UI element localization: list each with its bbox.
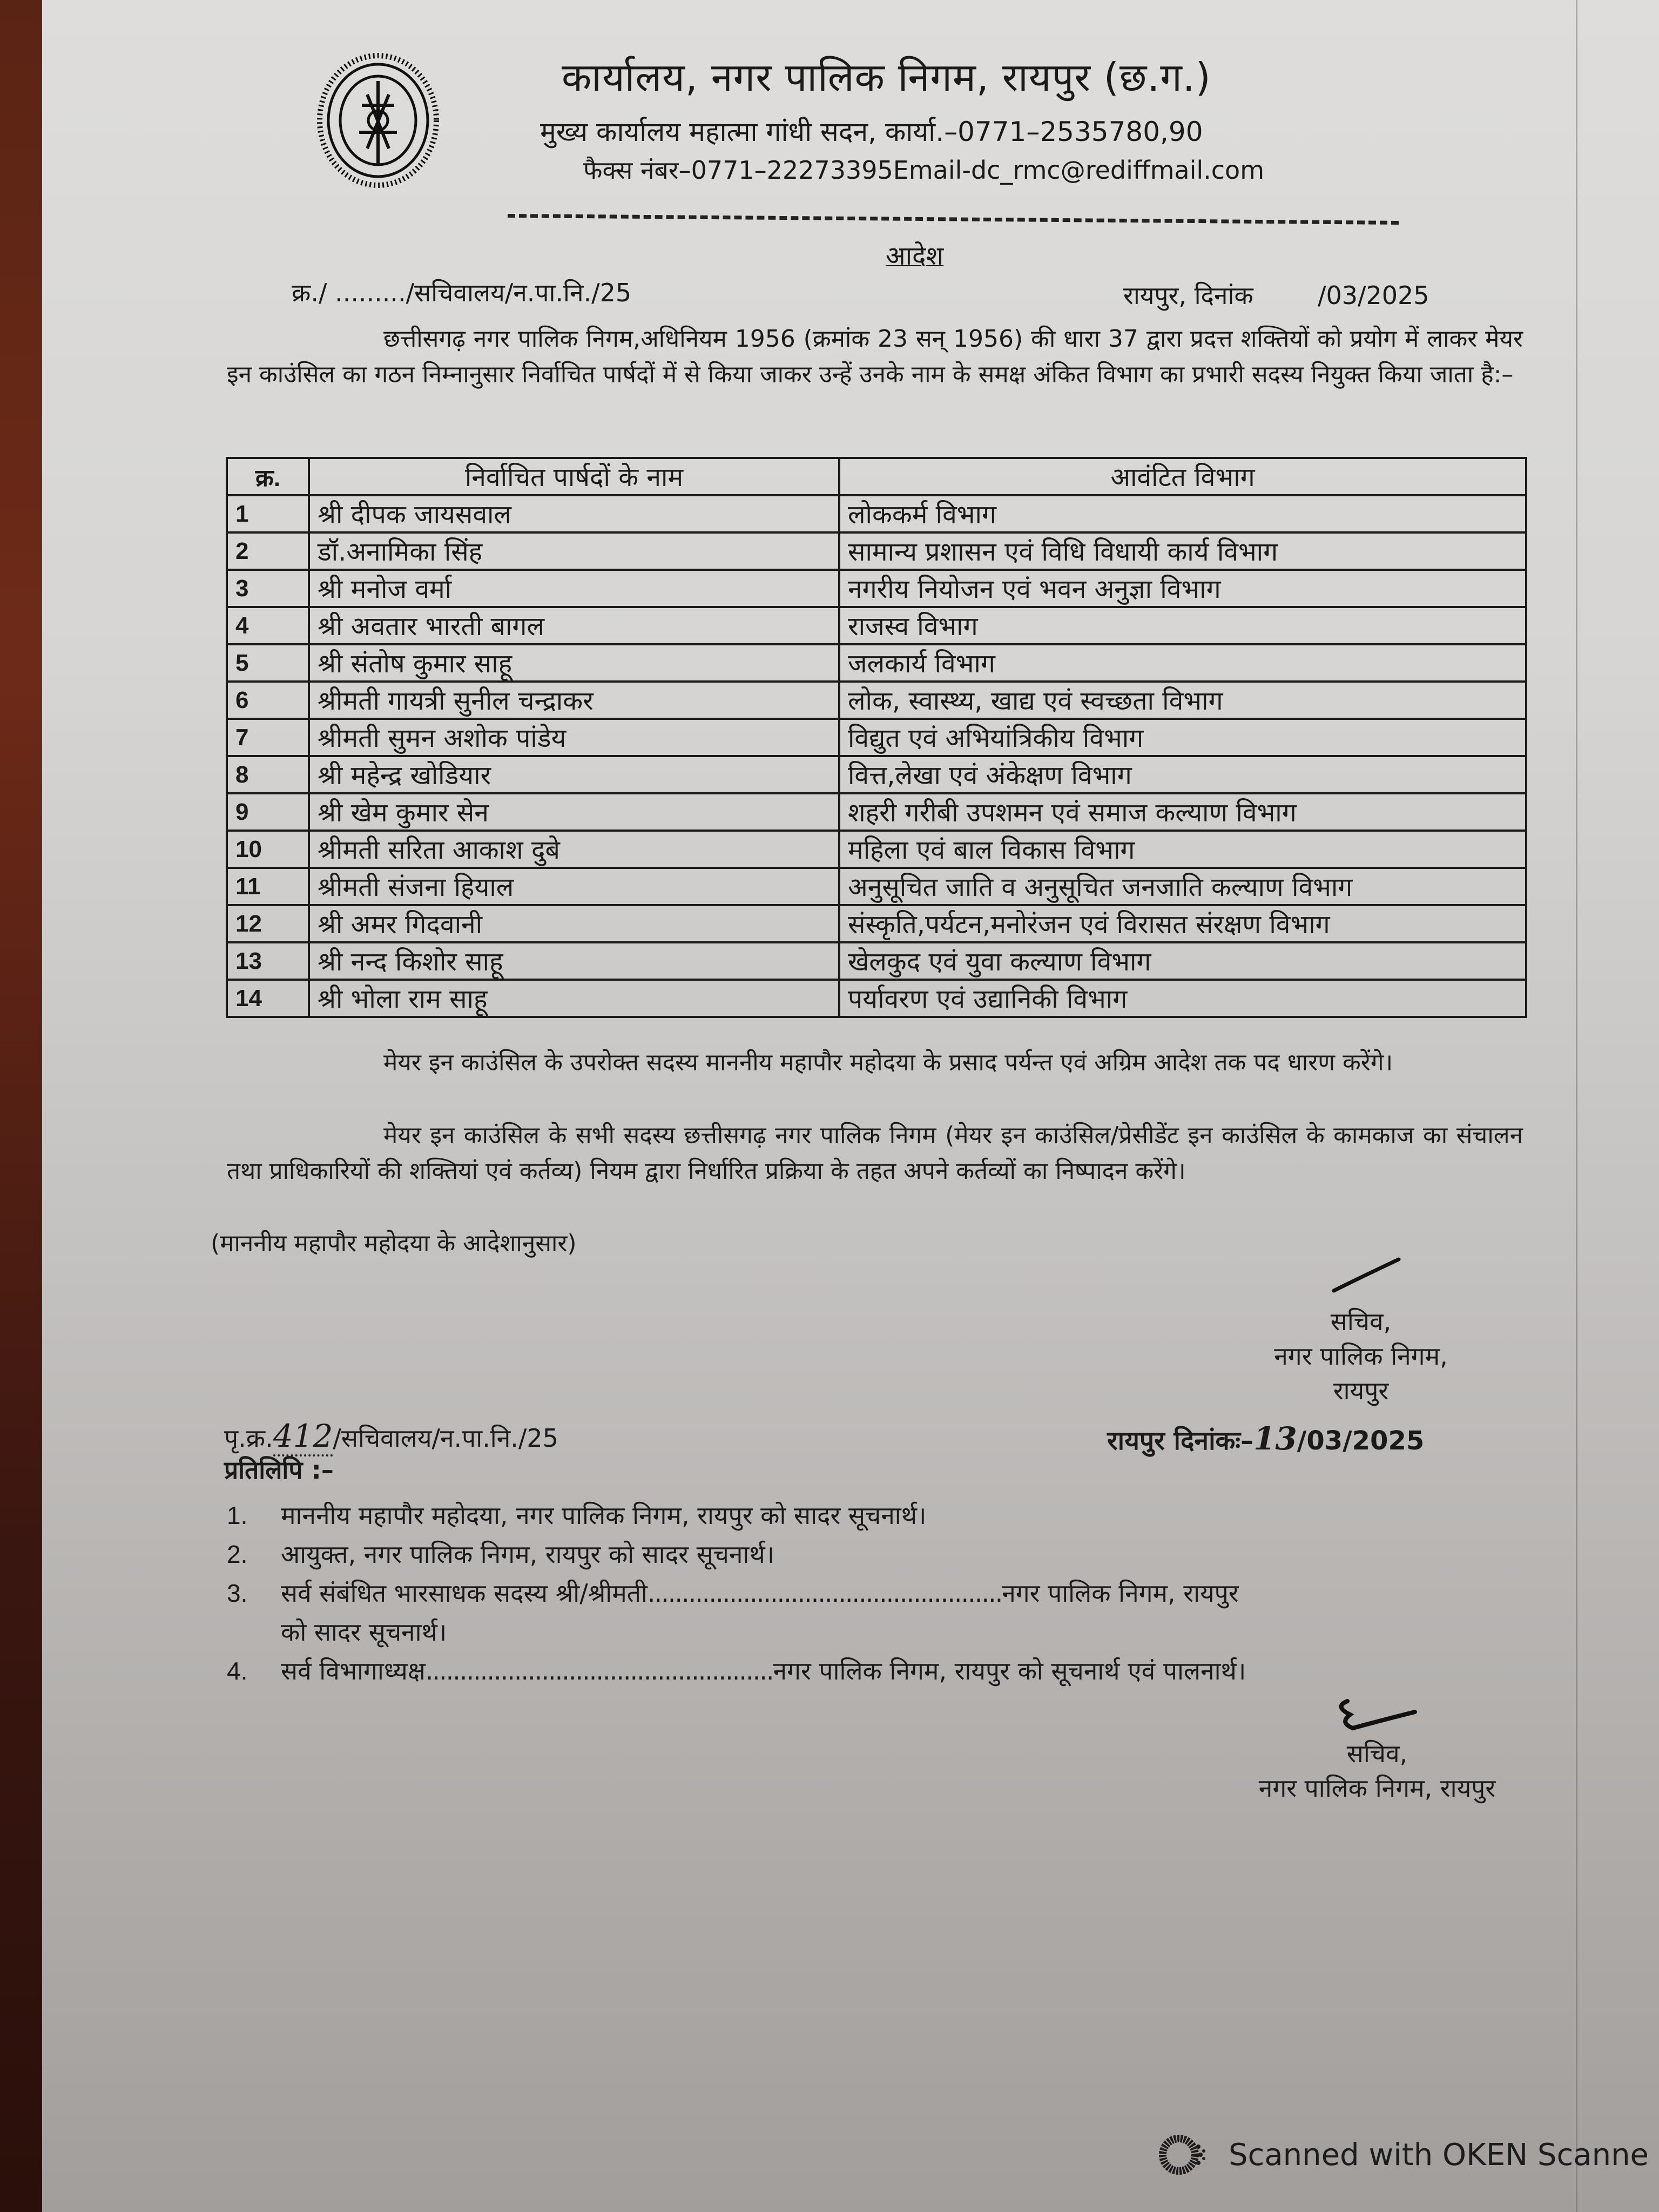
row-serial: 14 xyxy=(227,980,309,1017)
row-serial: 2 xyxy=(227,532,309,570)
blank-fill-line: .................................................... xyxy=(647,1579,1002,1608)
order-title: आदेश xyxy=(886,241,944,271)
table-row xyxy=(227,868,1526,905)
row-department: नगरीय नियोजन एवं भवन अनुज्ञा विभाग xyxy=(839,570,1526,607)
table-row xyxy=(227,570,1526,607)
oken-scanner-logo-icon xyxy=(1158,2130,1207,2179)
signatory-org: नगर पालिक निगम, xyxy=(1274,1341,1448,1371)
table-row xyxy=(227,756,1526,793)
row-department: खेलकुद एवं युवा कल्याण विभाग xyxy=(839,942,1526,980)
order-place: रायपुर, दिनांक xyxy=(1123,281,1253,310)
row-member-name: श्री अवतार भारती बागल xyxy=(309,607,839,644)
row-member-name: श्री दीपक जायसवाल xyxy=(309,495,839,532)
table-row xyxy=(227,607,1526,644)
row-member-name: श्री भोला राम साहू xyxy=(309,980,839,1017)
signature-mark xyxy=(1328,1690,1426,1739)
row-department: अनुसूचित जाति व अनुसूचित जनजाति कल्याण विभाग xyxy=(839,868,1526,905)
row-member-name: श्री मनोज वर्मा xyxy=(309,570,839,607)
endorsement-ref: पृ.क्र.412/सचिवालय/न.पा.नि./25 xyxy=(224,1418,558,1454)
table-row xyxy=(227,942,1526,980)
signatory-block-1 xyxy=(1220,1304,1501,1408)
row-department: संस्कृति,पर्यटन,मनोरंजन एवं विरासत संरक्षण विभाग xyxy=(839,905,1526,942)
signatory-title: सचिव, xyxy=(1330,1307,1392,1336)
row-serial: 11 xyxy=(227,868,309,905)
signatory-org: नगर पालिक निगम, रायपुर xyxy=(1258,1773,1496,1803)
table-row xyxy=(227,719,1526,756)
paper-crease xyxy=(1576,0,1577,2212)
row-member-name: श्रीमती सरिता आकाश दुबे xyxy=(309,831,839,868)
copy-item: 4. सर्व विभागाध्यक्ष...................................................नगर पालिक निगम, रायपुर को सूचनार्थ एवं पालनार्थ। xyxy=(227,1656,1246,1685)
row-serial: 5 xyxy=(227,644,309,682)
copy-list xyxy=(227,1496,1534,1690)
signature-mark xyxy=(1328,1253,1404,1296)
header-name: निर्वाचित पार्षदों के नाम xyxy=(309,458,839,495)
row-member-name: श्रीमती सुमन अशोक पांडेय xyxy=(309,719,839,756)
row-member-name: श्री संतोष कुमार साहू xyxy=(309,644,839,682)
table-row xyxy=(227,831,1526,868)
row-department: जलकार्य विभाग xyxy=(839,644,1526,682)
intro-paragraph: छत्तीसगढ़ नगर पालिक निगम,अधिनियम 1956 (क्रमांक 23 सन् 1956) की धारा 37 द्वारा प्रदत्त शक्तियों को प्रयोग में लाकर मेयर इन काउंसिल का गठन निम्नानुसार निर्वाचित पार्षदों में से किया जाकर उन्हें उनके नाम के समक्ष अंकित विभाग का प्रभारी सदस्य नियुक्त किया जाता है:– xyxy=(227,325,1523,388)
signatory-block-2 xyxy=(1210,1736,1545,1805)
row-serial: 9 xyxy=(227,793,309,831)
header-department: आवंटित विभाग xyxy=(839,458,1526,495)
table-header-row xyxy=(227,458,1526,495)
duties-paragraph: मेयर इन काउंसिल के सभी सदस्य छत्तीसगढ़ नगर पालिक निगम (मेयर इन काउंसिल/प्रेसीडेंट इन काउंसिल के कामकाज का संचालन तथा प्राधिकारियों की शक्तियां एवं कर्तव्य) नियम द्वारा निर्धारित प्रक्रिया के तहत अपने कर्तव्यों का निष्पादन करेंगे। xyxy=(227,1122,1523,1185)
row-serial: 3 xyxy=(227,570,309,607)
order-date: /03/2025 xyxy=(1317,281,1429,310)
row-member-name: श्रीमती संजना हियाल xyxy=(309,868,839,905)
order-place-date xyxy=(1123,278,1429,312)
fax-email: फैक्स नंबर–0771–22273395Email-dc_rmc@rediffmail.com xyxy=(583,156,1265,185)
by-order-note: (माननीय महापौर महोदया के आदेशानुसार) xyxy=(211,1230,577,1257)
table-row xyxy=(227,905,1526,942)
row-serial: 6 xyxy=(227,682,309,719)
table-row xyxy=(227,495,1526,532)
header-serial: क्र. xyxy=(227,458,309,495)
tenure-paragraph: मेयर इन काउंसिल के उपरोक्त सदस्य माननीय महापौर महोदया के प्रसाद पर्यन्त एवं अग्रिम आदेश तक पद धारण करेंगे। xyxy=(383,1049,1393,1076)
endorsement-date: रायपुर दिनांकः–13/03/2025 xyxy=(1107,1420,1425,1457)
municipal-seal-icon xyxy=(316,51,440,189)
row-member-name: श्री अमर गिदवानी xyxy=(309,905,839,942)
members-table xyxy=(226,457,1527,1018)
row-serial: 13 xyxy=(227,942,309,980)
order-ref-number: क्र./ ........./सचिवालय/न.पा.नि./25 xyxy=(292,278,632,307)
office-title: कार्यालय, नगर पालिक निगम, रायपुर (छ.ग.) xyxy=(562,55,1211,100)
row-department: वित्त,लेखा एवं अंकेक्षण विभाग xyxy=(839,756,1526,793)
row-department: महिला एवं बाल विकास विभाग xyxy=(839,831,1526,868)
watermark-text: Scanned with OKEN Scanne xyxy=(1229,2137,1649,2173)
row-serial: 12 xyxy=(227,905,309,942)
row-serial: 10 xyxy=(227,831,309,868)
blank-fill-line: ................................................... xyxy=(425,1656,773,1685)
row-member-name: श्री महेन्द्र खोडियार xyxy=(309,756,839,793)
copy-item: 1. माननीय महापौर महोदया, नगर पालिक निगम, रायपुर को सादर सूचनार्थ। xyxy=(227,1501,927,1530)
copy-item: 2. आयुक्त, नगर पालिक निगम, रायपुर को सादर सूचनार्थ। xyxy=(227,1540,775,1569)
row-member-name: श्री नन्द किशोर साहू xyxy=(309,942,839,980)
row-serial: 1 xyxy=(227,495,309,532)
row-department: राजस्व विभाग xyxy=(839,607,1526,644)
handwritten-ref-number: 412 xyxy=(273,1418,333,1456)
row-department: लोक, स्वास्थ्य, खाद्य एवं स्वच्छता विभाग xyxy=(839,682,1526,719)
row-department: लोककर्म विभाग xyxy=(839,495,1526,532)
row-department: विद्युत एवं अभियांत्रिकीय विभाग xyxy=(839,719,1526,756)
table-row xyxy=(227,980,1526,1017)
scanner-watermark xyxy=(1158,2130,1649,2179)
row-member-name: डॉ.अनामिका सिंह xyxy=(309,532,839,570)
table-row xyxy=(227,532,1526,570)
row-department: शहरी गरीबी उपशमन एवं समाज कल्याण विभाग xyxy=(839,793,1526,831)
office-address: मुख्य कार्यालय महात्मा गांधी सदन, कार्या.–0771–2535780,90 xyxy=(540,116,1203,147)
table-row xyxy=(227,682,1526,719)
row-serial: 8 xyxy=(227,756,309,793)
row-serial: 4 xyxy=(227,607,309,644)
copy-item-continuation: को सादर सूचनार्थ। xyxy=(281,1617,447,1647)
copy-heading: प्रतिलिपि :– xyxy=(224,1455,334,1485)
table-row xyxy=(227,793,1526,831)
desk-edge xyxy=(0,0,42,2212)
signatory-city: रायपुर xyxy=(1333,1376,1389,1405)
table-row xyxy=(227,644,1526,682)
row-department: पर्यावरण एवं उद्यानिकी विभाग xyxy=(839,980,1526,1017)
handwritten-date-day: 13 xyxy=(1253,1420,1297,1457)
row-member-name: श्री खेम कुमार सेन xyxy=(309,793,839,831)
copy-item: 3. सर्व संबंधित भारसाधक सदस्य श्री/श्रीमती....................................................नगर पालिक निगम, रायपुर xyxy=(227,1579,1239,1608)
signatory-title: सचिव, xyxy=(1346,1739,1408,1768)
row-serial: 7 xyxy=(227,719,309,756)
row-member-name: श्रीमती गायत्री सुनील चन्द्राकर xyxy=(309,682,839,719)
row-department: सामान्य प्रशासन एवं विधि विधायी कार्य विभाग xyxy=(839,532,1526,570)
